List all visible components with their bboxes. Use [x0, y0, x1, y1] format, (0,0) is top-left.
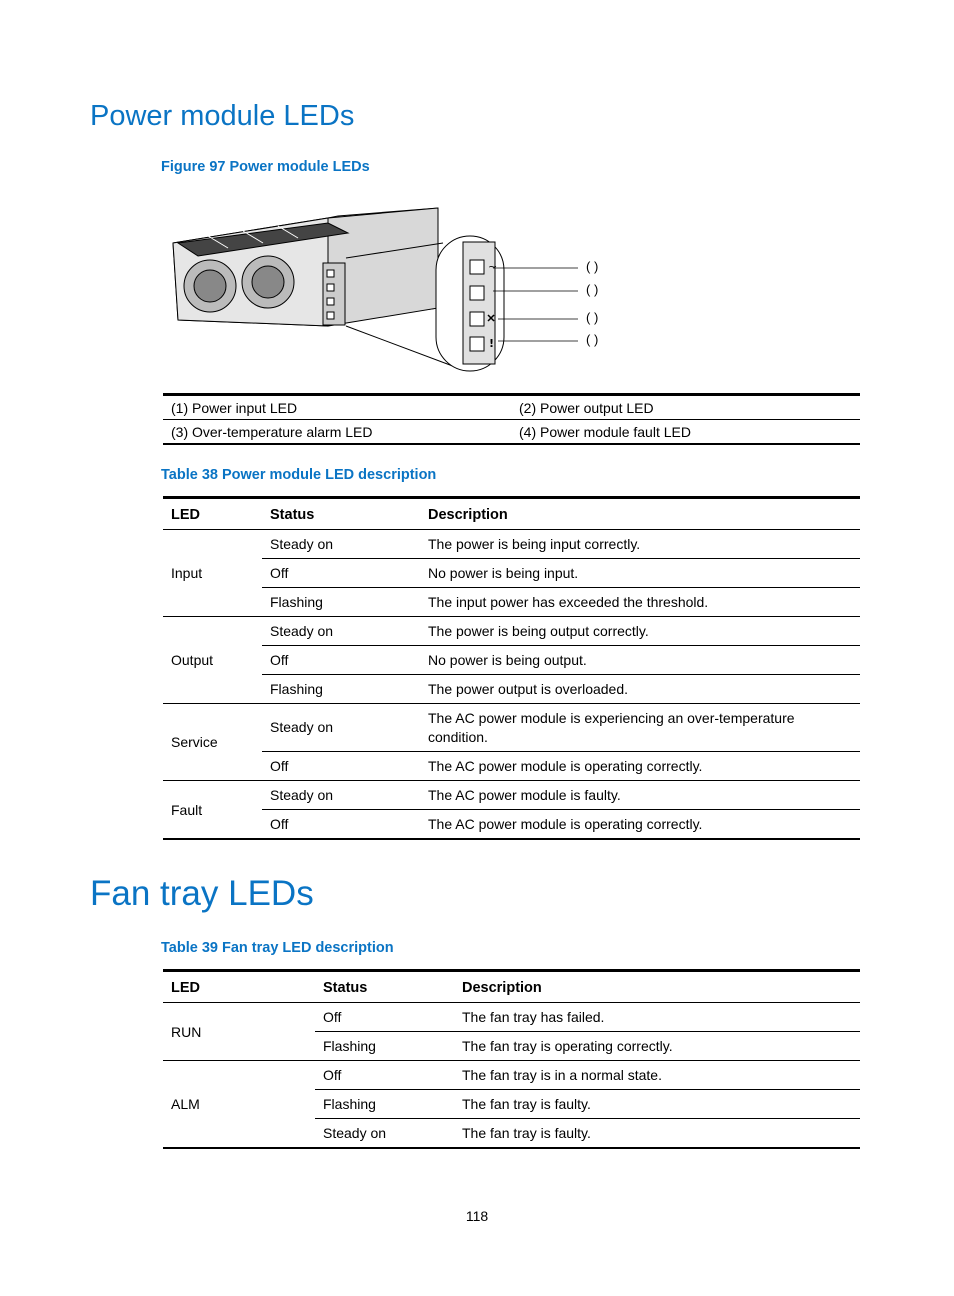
description-cell: The AC power module is experiencing an over-temperature condition.	[420, 704, 860, 752]
table-row	[163, 559, 860, 588]
table-row	[163, 1061, 860, 1090]
legend-cell: (3) Over-temperature alarm LED	[163, 420, 511, 445]
power-input-led	[470, 260, 484, 274]
table-header-row	[163, 498, 860, 530]
description-cell: The fan tray is faulty.	[454, 1090, 860, 1119]
table-row	[163, 420, 860, 445]
table-row	[163, 810, 860, 840]
section-heading-power-module-leds: Power module LEDs	[90, 100, 355, 132]
legend-cell: (4) Power module fault LED	[511, 420, 860, 445]
led-cell: Fault	[163, 781, 262, 840]
page-number: 118	[465, 1208, 489, 1224]
status-cell: Off	[323, 1009, 342, 1025]
status-cell: Off	[262, 810, 420, 840]
description-cell: The fan tray is operating correctly.	[454, 1032, 860, 1061]
table-39-caption: Table 39 Fan tray LED description	[161, 940, 394, 956]
status-cell: Steady on	[270, 536, 334, 552]
fan-tray-led-table	[163, 969, 860, 1149]
description-cell: The fan tray is in a normal state.	[454, 1061, 860, 1090]
description-cell: The AC power module is operating correctly.	[420, 752, 860, 781]
description-cell: No power is being input.	[420, 559, 860, 588]
description-cell: The AC power module is faulty.	[420, 781, 860, 810]
table-row	[163, 1003, 860, 1032]
column-header-led: LED	[163, 971, 315, 1003]
table-row	[163, 675, 860, 704]
description-cell: The power output is overloaded.	[420, 675, 860, 704]
column-header-status: Status	[262, 498, 420, 530]
description-cell: The AC power module is operating correctly.	[420, 810, 860, 840]
table-row	[163, 752, 860, 781]
power-module-illustration	[168, 198, 628, 378]
status-cell: Steady on	[262, 617, 420, 646]
power-module-led-table	[163, 496, 860, 840]
column-header-status: Status	[315, 971, 454, 1003]
table-row	[163, 781, 860, 810]
description-cell: The fan tray is faulty.	[454, 1119, 860, 1149]
column-header-led: LED	[163, 498, 262, 530]
legend-cell: (1) Power input LED	[171, 399, 298, 416]
column-header-description: Description	[420, 498, 860, 530]
column-header-description: Description	[454, 971, 860, 1003]
callout-4: ( )	[586, 332, 599, 347]
description-cell: No power is being output.	[420, 646, 860, 675]
callout-lines	[493, 268, 578, 341]
fault-led	[470, 337, 484, 351]
status-cell: Off	[262, 646, 420, 675]
power-output-led	[470, 286, 484, 300]
status-cell: Steady on	[262, 781, 420, 810]
led-panel-zoom	[436, 236, 504, 371]
figure-legend-table	[163, 393, 860, 445]
callout-1: ( )	[586, 259, 599, 274]
status-cell: Flashing	[262, 588, 420, 617]
status-cell: Flashing	[262, 675, 420, 704]
power-module-figure	[168, 198, 628, 378]
led-cell: Service	[163, 704, 262, 781]
table-row	[163, 395, 860, 420]
status-cell: Off	[262, 752, 420, 781]
led-cell: RUN	[171, 1023, 202, 1040]
figure-caption: Figure 97 Power module LEDs	[161, 159, 370, 175]
led-cell: Output	[163, 617, 262, 704]
table-row	[163, 646, 860, 675]
status-cell: Off	[315, 1061, 454, 1090]
led-cell: Input	[171, 565, 203, 581]
status-cell: Steady on	[262, 704, 420, 752]
table-row	[163, 704, 860, 752]
description-cell: The input power has exceeded the threshold.	[420, 588, 860, 617]
over-temperature-led	[470, 312, 484, 326]
legend-cell: (2) Power output LED	[519, 399, 654, 416]
callout-3: ( )	[586, 310, 599, 325]
description-cell: The power is being output correctly.	[420, 617, 860, 646]
description-cell: The power is being input correctly.	[428, 536, 641, 552]
power-module-body	[173, 208, 458, 368]
table-row	[163, 530, 860, 559]
led-cell: ALM	[163, 1061, 315, 1149]
status-cell: Flashing	[315, 1032, 454, 1061]
table-row	[163, 588, 860, 617]
callout-2: ( )	[586, 282, 599, 297]
description-cell: The fan tray has failed.	[462, 1009, 605, 1025]
section-heading-fan-tray-leds: Fan tray LEDs	[90, 874, 314, 913]
status-cell: Off	[262, 559, 420, 588]
table-38-caption: Table 38 Power module LED description	[161, 467, 437, 483]
table-header-row	[163, 971, 860, 1003]
tilde-symbol: ~	[488, 260, 498, 273]
table-row	[163, 617, 860, 646]
status-cell: Flashing	[315, 1090, 454, 1119]
status-cell: Steady on	[315, 1119, 454, 1149]
exclamation-symbol: !	[489, 337, 495, 350]
